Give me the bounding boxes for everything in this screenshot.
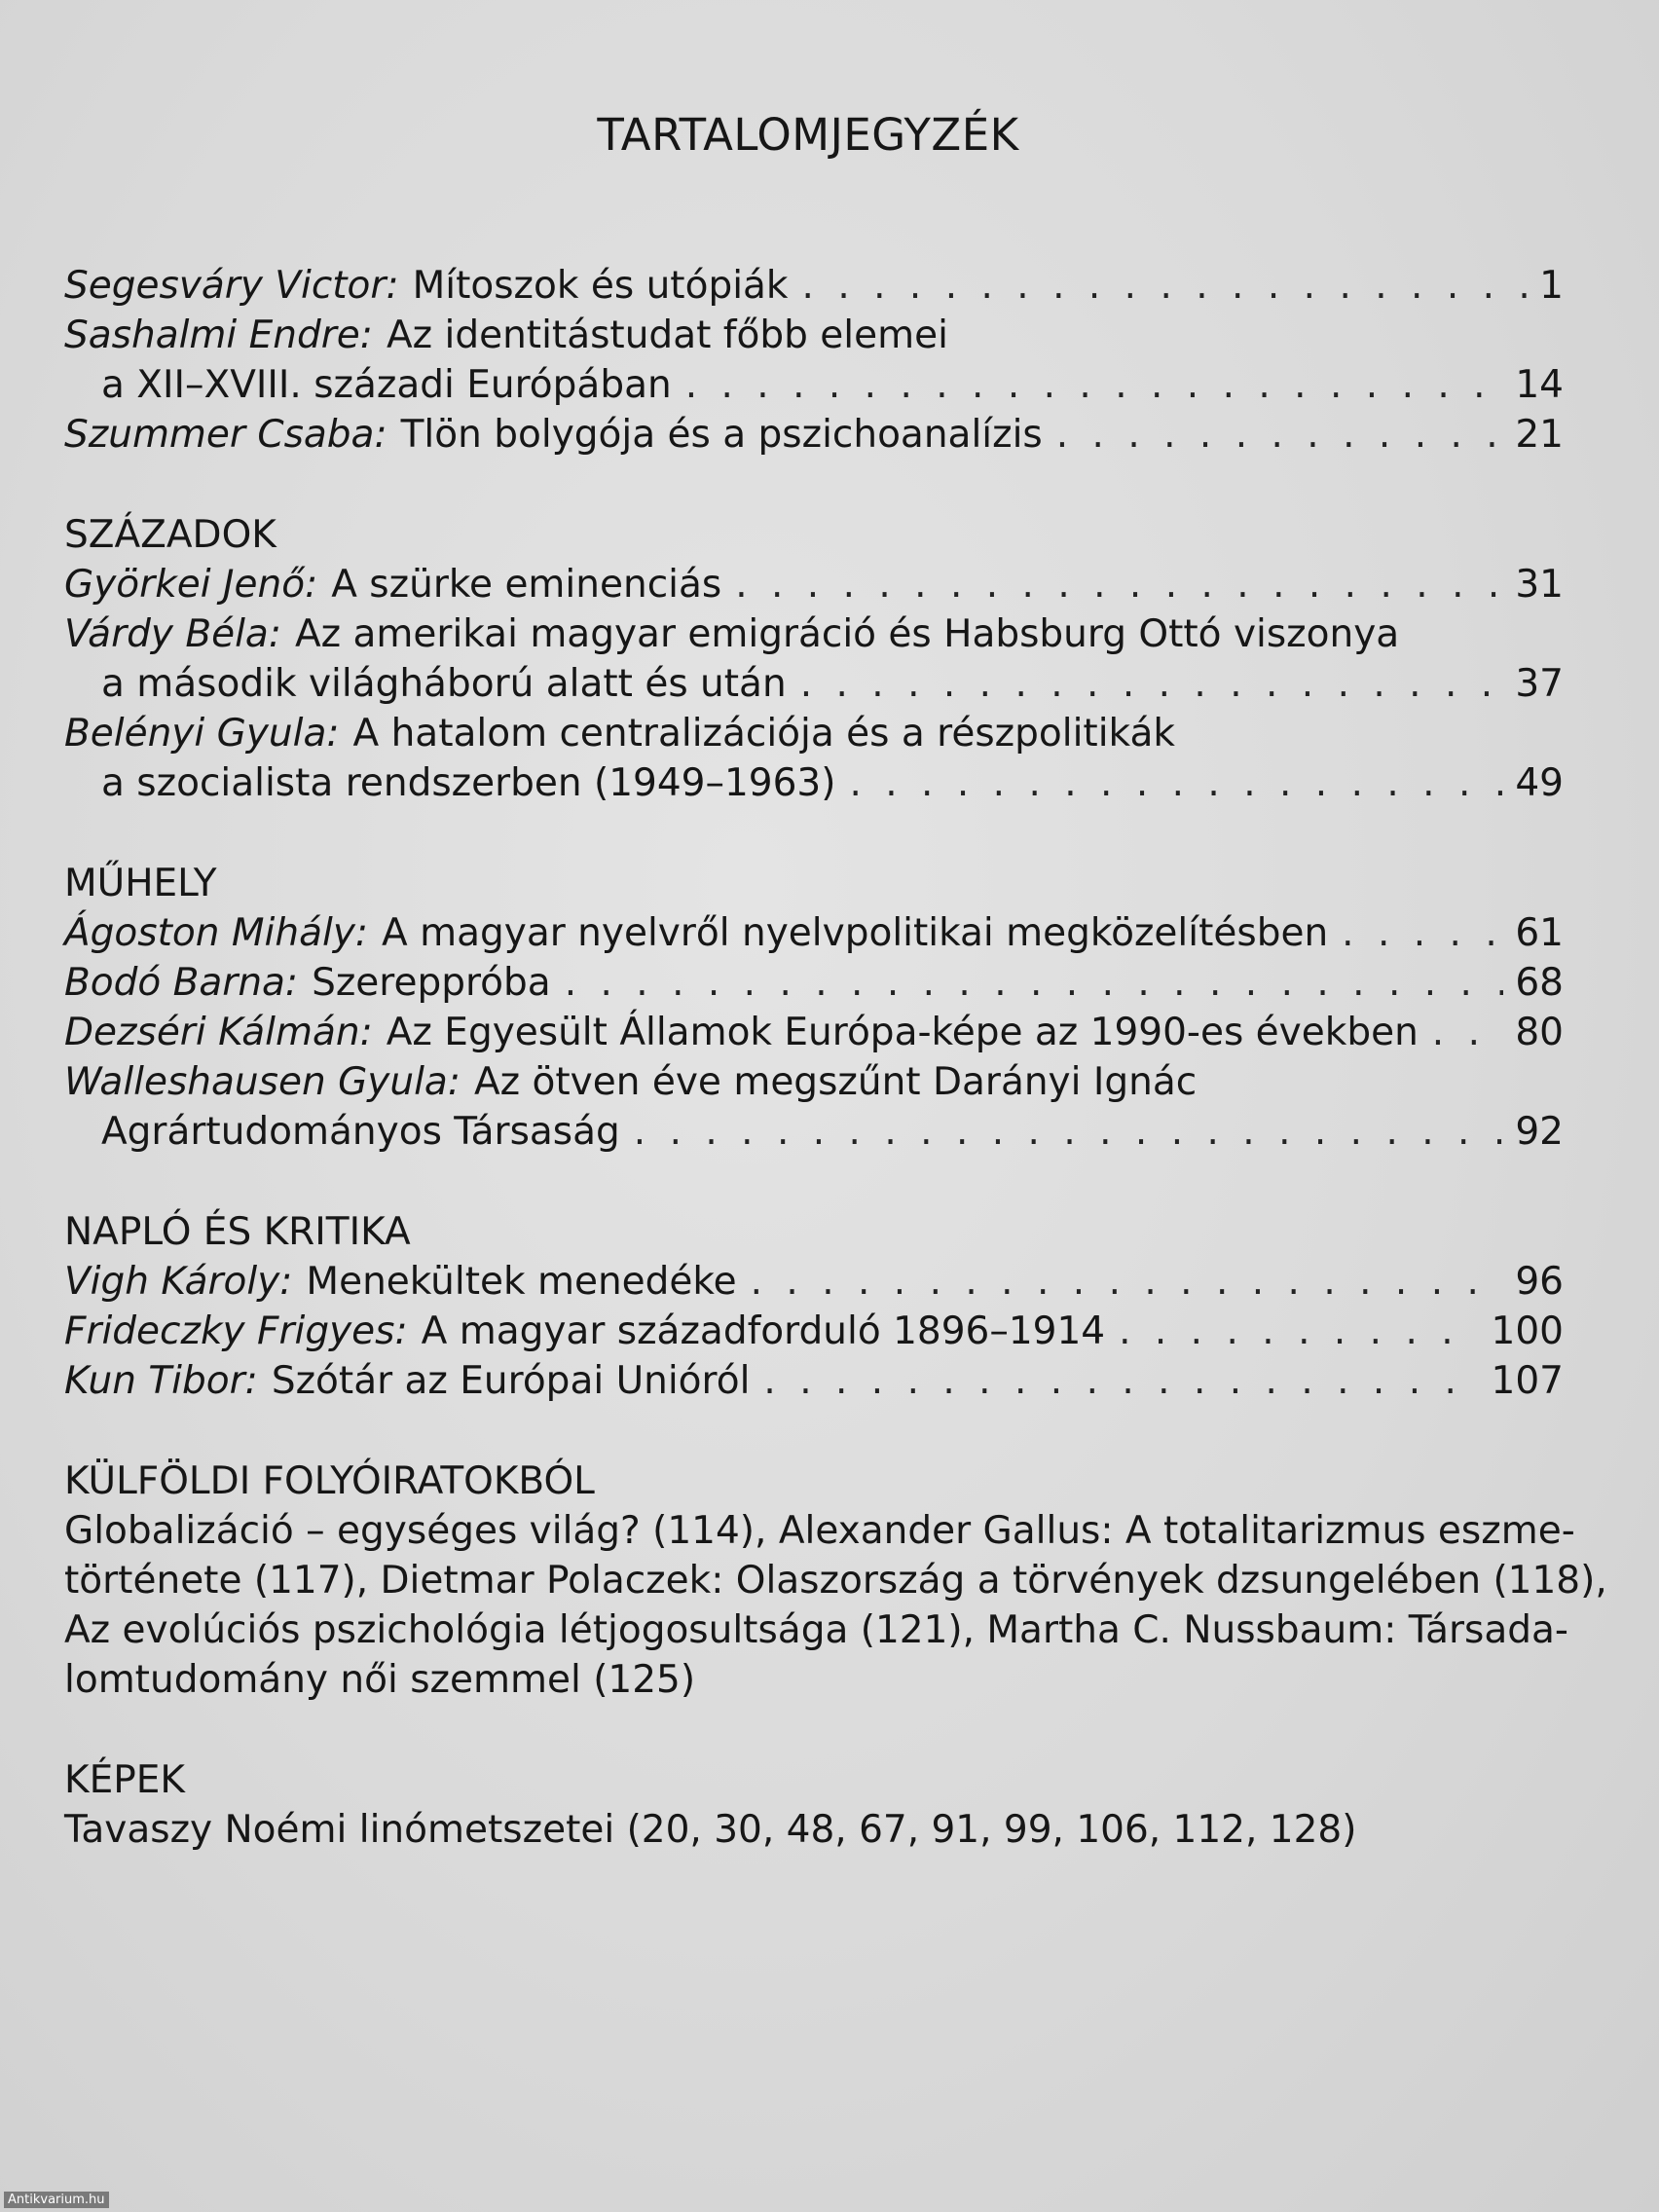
paragraph-line: Globalizáció – egységes világ? (114), Alexander Gallus: A totalitarizmus eszme-: [64, 1509, 1575, 1553]
section-intro: [64, 261, 1564, 460]
toc-entry-continuation: [64, 659, 1564, 709]
entry-page: 21: [1515, 413, 1564, 457]
toc-entry: [64, 560, 1564, 609]
paragraph-line: története (117), Dietmar Polaczek: Olaszország a törvények dzsungelében (118),: [64, 1559, 1607, 1603]
entry-author: Vigh Károly:: [64, 1260, 293, 1304]
entry-title: Tlön bolygója és a pszichoanalízis: [400, 413, 1043, 457]
entry-title: Az identitástudat főbb elemei: [386, 313, 948, 357]
entry-author: Sashalmi Endre:: [64, 313, 373, 357]
dot-leader: [565, 958, 1504, 1008]
section-kulfoldi: [64, 1456, 1607, 1705]
section-heading: KÜLFÖLDI FOLYÓIRATOKBÓL: [64, 1459, 595, 1503]
toc-entry: [64, 1057, 1564, 1107]
toc-entry: [64, 1257, 1564, 1307]
entry-title: A magyar nyelvről nyelvpolitikai megközelítésben: [382, 911, 1329, 955]
entry-title: Mítoszok és utópiák: [412, 264, 789, 308]
dot-leader: [763, 1356, 1479, 1406]
dot-leader: [802, 261, 1529, 311]
toc-entry-continuation: [64, 1107, 1564, 1157]
entry-author: Györkei Jenő:: [64, 563, 318, 607]
dot-leader: [1119, 1307, 1479, 1356]
paragraph-line: Tavaszy Noémi linómetszetei (20, 30, 48, 67, 91, 99, 106, 112, 128): [64, 1808, 1357, 1852]
section-kepek: [64, 1755, 1564, 1855]
toc-entry-continuation: [64, 360, 1564, 410]
entry-author: Frideczky Frigyes:: [64, 1309, 408, 1353]
entry-page: 14: [1515, 363, 1564, 407]
toc-entry-continuation: [64, 758, 1564, 808]
entry-title: A hatalom centralizációja és a részpolitikák: [352, 712, 1175, 756]
toc-entry: [64, 1307, 1564, 1356]
section-heading: MŰHELY: [64, 862, 217, 905]
dot-leader: [634, 1107, 1504, 1157]
entry-title: Szótár az Európai Unióról: [271, 1359, 751, 1403]
entry-author: Szummer Csaba:: [64, 413, 387, 457]
watermark: Antikvarium.hu: [4, 2192, 109, 2208]
entry-title: a szocialista rendszerben (1949–1963): [101, 761, 836, 805]
page-title: TARTALOMJEGYZÉK: [597, 109, 1019, 161]
entry-page: 80: [1515, 1011, 1564, 1054]
entry-page: 107: [1491, 1359, 1564, 1403]
table-of-contents: [64, 261, 1607, 1905]
section-muhely: [64, 859, 1564, 1157]
entry-page: 1: [1539, 264, 1564, 308]
dot-leader: [800, 659, 1504, 709]
toc-entry: [64, 709, 1564, 758]
dot-leader: [1432, 1008, 1504, 1057]
section-heading: KÉPEK: [64, 1758, 185, 1802]
dot-leader: [751, 1257, 1504, 1307]
entry-title: A magyar századforduló 1896–1914: [421, 1309, 1106, 1353]
dot-leader: [735, 560, 1503, 609]
paragraph-line: Az evolúciós pszichológia létjogosultsága (121), Martha C. Nussbaum: Társada-: [64, 1608, 1568, 1652]
section-heading: NAPLÓ ÉS KRITIKA: [64, 1210, 411, 1254]
section-paragraph: [64, 1506, 1607, 1705]
toc-entry: [64, 410, 1564, 460]
entry-title: a XII–XVIII. századi Európában: [101, 363, 672, 407]
entry-page: 31: [1515, 563, 1564, 607]
toc-entry: [64, 609, 1564, 659]
entry-author: Bodó Barna:: [64, 961, 299, 1005]
entry-author: Ágoston Mihály:: [64, 911, 369, 955]
entry-page: 68: [1515, 961, 1564, 1005]
toc-entry: [64, 311, 1564, 360]
entry-title: Az Egyesült Államok Európa-képe az 1990-es években: [386, 1011, 1419, 1054]
section-heading: SZÁZADOK: [64, 513, 276, 557]
dot-leader: [849, 758, 1503, 808]
entry-author: Dezséri Kálmán:: [64, 1011, 373, 1054]
entry-author: Segesváry Victor:: [64, 264, 399, 308]
entry-title: A szürke eminenciás: [331, 563, 722, 607]
entry-page: 61: [1515, 911, 1564, 955]
entry-title: Menekültek menedéke: [306, 1260, 737, 1304]
entry-author: Belényi Gyula:: [64, 712, 340, 756]
section-naplo: [64, 1207, 1564, 1406]
dot-leader: [1056, 410, 1504, 460]
toc-entry: [64, 1356, 1564, 1406]
toc-entry: [64, 261, 1564, 311]
entry-page: 100: [1491, 1309, 1564, 1353]
dot-leader: [685, 360, 1504, 410]
toc-entry: [64, 908, 1564, 958]
entry-title: Agrártudományos Társaság: [101, 1110, 620, 1154]
entry-title: a második világháború alatt és után: [101, 662, 787, 706]
entry-title: Az ötven éve megszűnt Darányi Ignác: [473, 1060, 1198, 1104]
entry-title: Az amerikai magyar emigráció és Habsburg Ottó viszonya: [294, 612, 1400, 656]
toc-entry: [64, 958, 1564, 1008]
dot-leader: [1342, 908, 1503, 958]
entry-title: Szereppróba: [312, 961, 551, 1005]
toc-entry: [64, 1008, 1564, 1057]
entry-page: 49: [1515, 761, 1564, 805]
section-paragraph: [64, 1805, 1564, 1855]
entry-author: Walleshausen Gyula:: [64, 1060, 461, 1104]
entry-author: Kun Tibor:: [64, 1359, 258, 1403]
entry-page: 96: [1515, 1260, 1564, 1304]
entry-page: 92: [1515, 1110, 1564, 1154]
entry-page: 37: [1515, 662, 1564, 706]
entry-author: Várdy Béla:: [64, 612, 281, 656]
paragraph-line: lomtudomány női szemmel (125): [64, 1658, 696, 1702]
section-szazadok: [64, 510, 1564, 808]
